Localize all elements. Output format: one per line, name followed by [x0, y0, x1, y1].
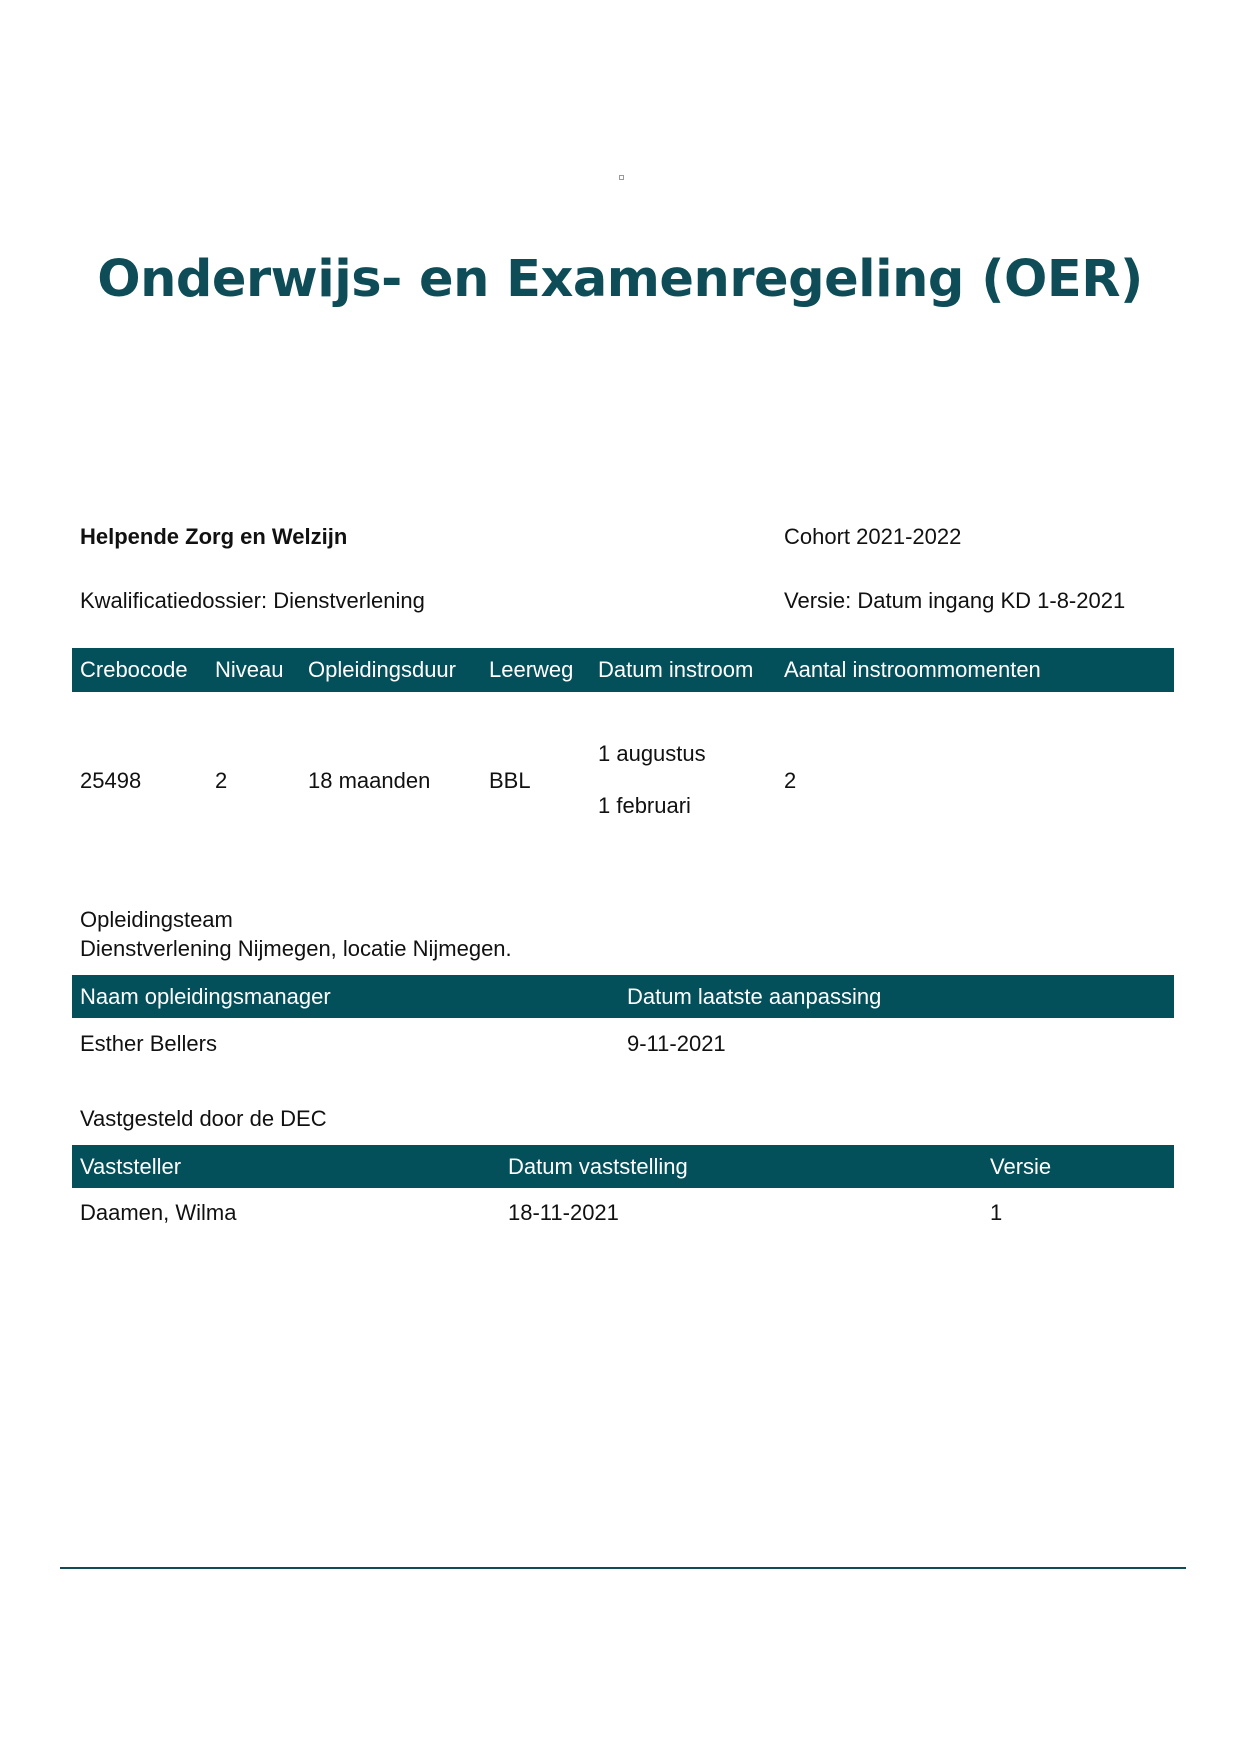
cell-datum-vaststelling: 18-11-2021 — [508, 1200, 619, 1225]
page-title: Onderwijs- en Examenregeling (OER) — [97, 250, 1143, 309]
dec-table-header — [72, 1145, 1174, 1188]
cell-crebocode: 25498 — [80, 768, 142, 793]
header-niveau: Niveau — [215, 657, 284, 682]
program-name: Helpende Zorg en Welzijn — [80, 524, 348, 549]
manager-table-header — [72, 975, 1174, 1018]
team-name: Dienstverlening Nijmegen, locatie Nijmegen. — [80, 936, 512, 961]
cell-niveau: 2 — [215, 768, 228, 793]
version-label: Versie: Datum ingang KD 1-8-2021 — [784, 588, 1126, 613]
header-leerweg: Leerweg — [489, 657, 574, 682]
dec-label: Vastgesteld door de DEC — [80, 1106, 327, 1131]
cell-aantal-instroommomenten: 2 — [784, 768, 797, 793]
header-datum-instroom: Datum instroom — [598, 657, 754, 682]
cohort-label: Cohort 2021-2022 — [784, 524, 962, 549]
dossier-label: Kwalificatiedossier: Dienstverlening — [80, 588, 425, 613]
cell-last-modified: 9-11-2021 — [627, 1031, 726, 1056]
header-aantal-instroommomenten: Aantal instroommomenten — [784, 657, 1041, 682]
header-vaststeller: Vaststeller — [80, 1154, 182, 1179]
cell-datum-instroom-1: 1 augustus — [598, 741, 706, 766]
cell-vaststeller: Daamen, Wilma — [80, 1200, 237, 1225]
header-datum-vaststelling: Datum vaststelling — [508, 1154, 688, 1179]
team-label: Opleidingsteam — [80, 907, 233, 932]
cell-datum-instroom-2: 1 februari — [598, 793, 691, 818]
footer-divider — [60, 1567, 1186, 1569]
cell-manager-name: Esther Bellers — [80, 1031, 217, 1056]
header-opleidingsduur: Opleidingsduur — [308, 657, 456, 682]
header-naam-opleidingsmanager: Naam opleidingsmanager — [80, 984, 331, 1009]
header-datum-laatste-aanpassing: Datum laatste aanpassing — [627, 984, 882, 1009]
header-versie: Versie — [990, 1154, 1052, 1179]
cell-opleidingsduur: 18 maanden — [308, 768, 431, 793]
cell-leerweg: BBL — [489, 768, 531, 793]
header-crebocode: Crebocode — [80, 657, 188, 682]
page-marker — [619, 175, 624, 180]
details-table-header — [72, 648, 1174, 692]
cell-versie: 1 — [990, 1200, 1003, 1225]
